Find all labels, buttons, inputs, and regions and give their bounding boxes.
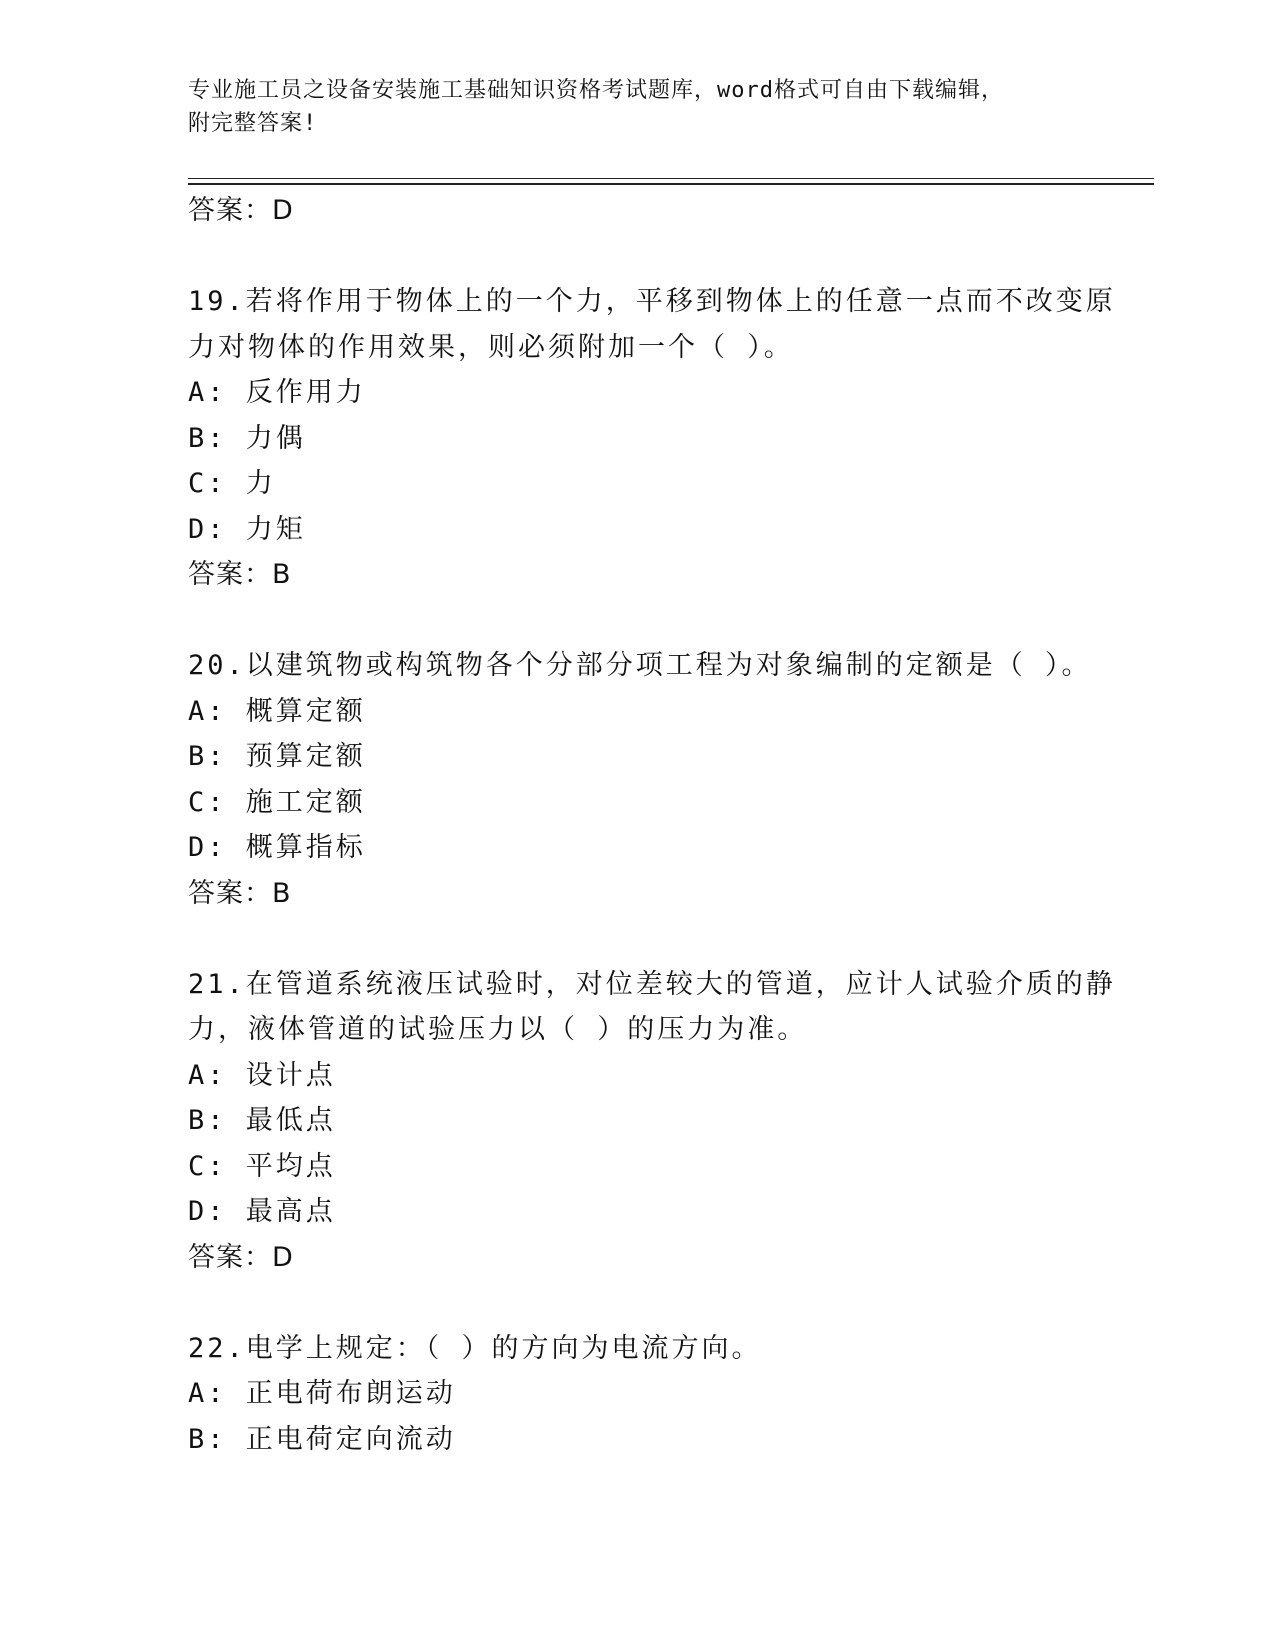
option-b: B: 最低点	[188, 1105, 336, 1136]
option-a: A: 设计点	[188, 1059, 336, 1091]
answer: 答案：D	[188, 1241, 294, 1273]
option-d: D: 最高点	[188, 1196, 336, 1227]
question-text-line: 21.在管道系统液压试验时，对位差较大的管道，应计人试验介质的静	[188, 968, 1116, 1000]
option-b: B: 正电荷定向流动	[188, 1423, 456, 1455]
question-22	[188, 1326, 1088, 1463]
document-header	[188, 74, 1088, 140]
option-c: C: 平均点	[188, 1150, 336, 1182]
question-text-line: 力，液体管道的试验压力以（ ）的压力为准。	[188, 1014, 808, 1045]
question-list	[188, 188, 1116, 1462]
option-b: B: 力偶	[188, 422, 306, 454]
previous-answer: 答案：D	[188, 195, 294, 226]
question-text-line: 22.电学上规定：（ ）的方向为电流方向。	[188, 1332, 762, 1364]
header-line-1: 专业施工员之设备安装施工基础知识资格考试题库，word格式可自由下载编辑，	[188, 78, 1004, 103]
header-line-2: 附完整答案!	[188, 111, 318, 136]
question-20	[188, 643, 1092, 916]
header-divider-thick	[188, 183, 1154, 185]
question-text-line: 19.若将作用于物体上的一个力，平移到物体上的任意一点而不改变原	[188, 286, 1116, 317]
question-19	[188, 279, 1116, 598]
option-b: B: 预算定额	[188, 741, 366, 772]
option-d: D: 力矩	[188, 513, 306, 545]
question-text-line: 20.以建筑物或构筑物各个分部分项工程为对象编制的定额是（ ）。	[188, 650, 1092, 681]
answer: 答案：B	[188, 877, 292, 909]
option-c: C: 施工定额	[188, 786, 366, 818]
question-text-line: 力对物体的作用效果，则必须附加一个（ ）。	[188, 331, 794, 363]
option-a: A: 正电荷布朗运动	[188, 1378, 456, 1409]
answer: 答案：B	[188, 559, 292, 590]
option-c: C: 力	[188, 468, 276, 499]
header-divider-thin	[188, 178, 1154, 179]
option-d: D: 概算指标	[188, 832, 366, 863]
option-a: A: 反作用力	[188, 377, 366, 408]
question-21	[188, 962, 1116, 1281]
option-a: A: 概算定额	[188, 695, 366, 727]
